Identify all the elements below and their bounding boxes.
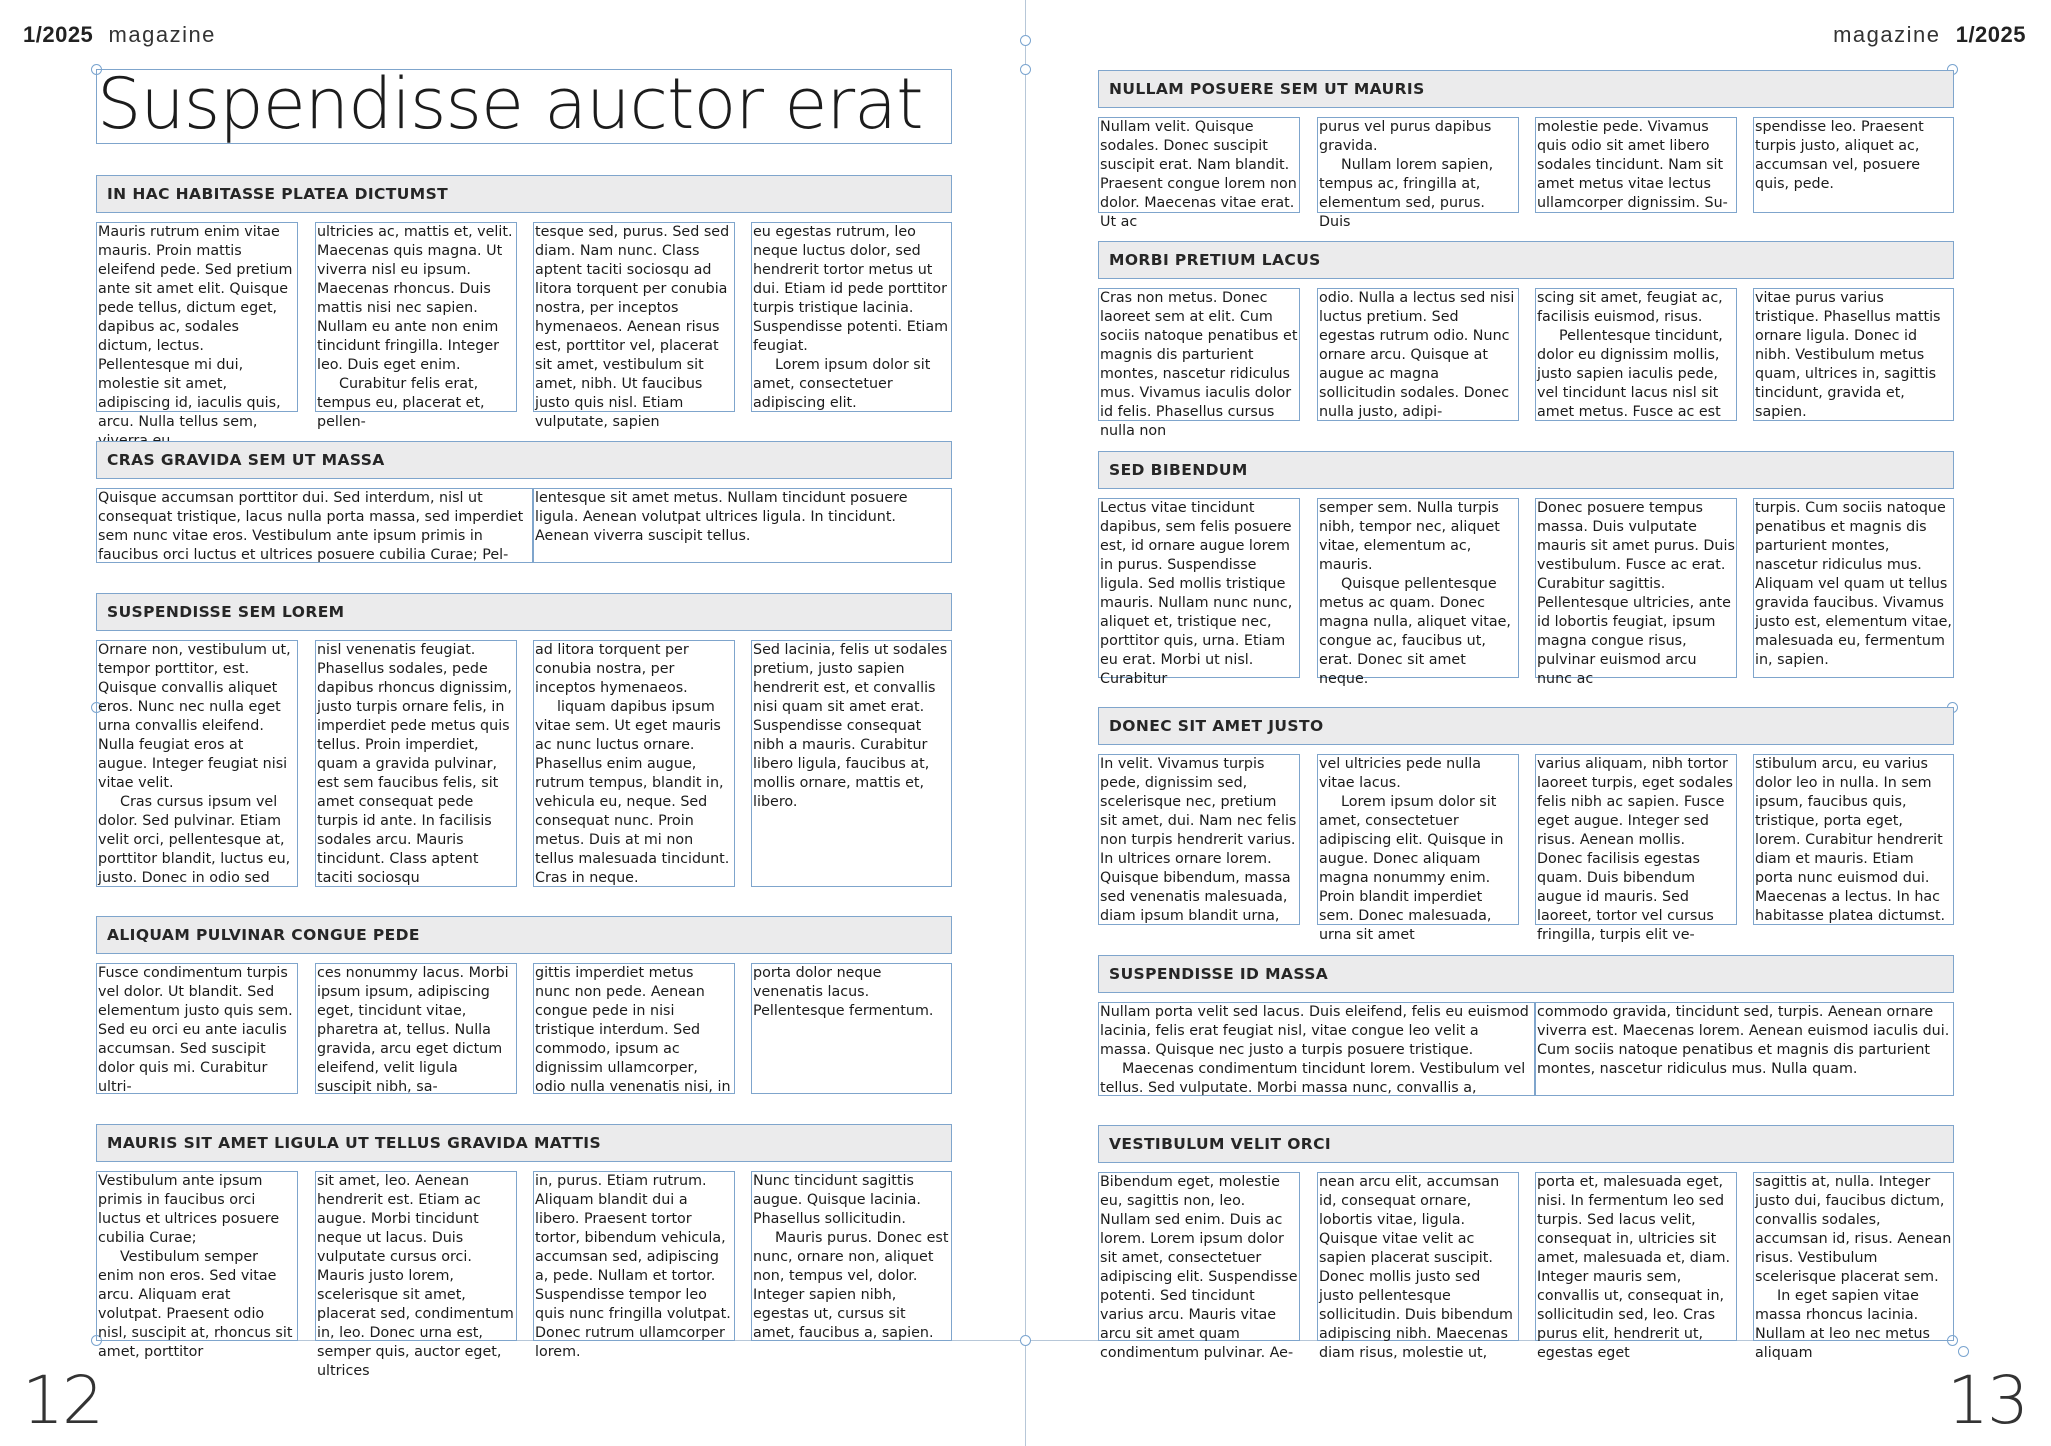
body-paragraph: liquam dapibus ipsum vitae sem. Ut eget mauris ac nunc luctus ornare. Phasellus enim augue, rutrum tempus, blandit in, vehicula eu, neque. Sed consequat nunc. Proin metus. Duis at mi non tellus malesuada tincidunt. Cras in neque.: [535, 699, 730, 886]
body-paragraph: Fusce condimentum turpis vel dolor. Ut blandit. Sed elementum justo quis sem. Sed eu orci eu ante iaculis accumsan. Sed suscipit dolor quis mi. Curabitur ultri-: [98, 965, 293, 1095]
body-paragraph: molestie pede. Vivamus quis odio sit amet libero sodales tincidunt. Nam sit amet metus vitae lectus ullamcorper dignissim. Su-: [1537, 119, 1728, 211]
text-column[interactable]: [1098, 1172, 1300, 1361]
text-column[interactable]: [1317, 498, 1519, 687]
body-paragraph: Cras cursus ipsum vel dolor. Sed pulvinar. Etiam velit orci, pellentesque at, porttitor blandit, luctus eu, justo. Donec in odio sed: [98, 794, 291, 886]
text-column[interactable]: [1753, 288, 1954, 421]
body-paragraph: Lorem ipsum dolor sit amet, consectetuer adipiscing elit.: [753, 357, 931, 411]
section-heading[interactable]: MORBI PRETIUM LACUS: [1098, 241, 1954, 279]
text-column[interactable]: [533, 488, 952, 563]
body-paragraph: turpis. Cum sociis natoque penatibus et magnis dis parturient montes, nascetur ridiculus mus. Aliquam vel quam ut tellus gravida faucibus. Vivamus justo est, elementum vitae, malesuada eu, fermentum in, sapien.: [1755, 500, 1952, 668]
running-header-left: [23, 22, 216, 48]
text-frame-row: [1098, 1002, 1954, 1096]
text-frame-row: [1098, 498, 1954, 687]
text-frame-row: [1098, 117, 1954, 230]
text-column[interactable]: [96, 1171, 298, 1360]
text-column[interactable]: [1753, 117, 1954, 213]
text-frame-row: [1098, 288, 1954, 439]
text-column[interactable]: [1535, 754, 1737, 943]
issue-number: 1/2025: [1955, 22, 2026, 47]
text-column[interactable]: [1535, 117, 1737, 213]
magazine-name: magazine: [1833, 22, 1941, 47]
text-column[interactable]: [96, 488, 533, 563]
page-number-right: 13: [1947, 1362, 2027, 1439]
text-column[interactable]: [1535, 288, 1737, 421]
section-heading[interactable]: NULLAM POSUERE SEM UT MAURIS: [1098, 70, 1954, 108]
text-column[interactable]: [96, 222, 298, 430]
text-column[interactable]: [533, 222, 735, 430]
text-frame-row: [96, 222, 952, 430]
text-column[interactable]: [1098, 498, 1300, 687]
section-heading[interactable]: SED BIBENDUM: [1098, 451, 1954, 489]
text-column[interactable]: [751, 1171, 952, 1341]
body-paragraph: vel ultricies pede nulla vitae lacus.: [1319, 756, 1481, 791]
frame-handle[interactable]: [1020, 35, 1031, 46]
text-column[interactable]: [315, 640, 517, 887]
running-header-right: [1833, 22, 2026, 48]
body-paragraph: Nullam porta velit sed lacus. Duis eleifend, felis eu euismod lacinia, felis erat feugiat nisl, vitae congue leo velit a massa. Quisque nec justo a turpis posuere tristique.: [1100, 1004, 1529, 1058]
body-paragraph: nisl venenatis feugiat. Phasellus sodales, pede dapibus rhoncus dignissim, justo turpis ornare felis, in imperdiet pede metus quis tellus. Proin imperdiet, quam a gravida pulvinar, est sem faucibus felis, sit amet consequat pede turpis id ante. In facilisis sodales arcu. Mauris tincidunt. Class aptent taciti sociosqu: [317, 642, 512, 886]
body-paragraph: eu egestas rutrum, leo neque luctus dolor, sed hendrerit tortor metus ut dui. Etiam id pede porttitor turpis tristique lacinia. Suspendisse potenti. Etiam feugiat.: [753, 224, 949, 354]
text-frame-row: [96, 488, 952, 563]
body-paragraph: Maecenas condimentum tincidunt lorem. Vestibulum vel tellus. Sed vulputate. Morbi massa nunc, convallis a,: [1100, 1061, 1526, 1096]
section-heading[interactable]: ALIQUAM PULVINAR CONGUE PEDE: [96, 916, 952, 954]
body-paragraph: ad litora torquent per conubia nostra, per inceptos hymenaeos.: [535, 642, 689, 696]
body-paragraph: vitae purus varius tristique. Phasellus mattis ornare ligula. Donec id nibh. Vestibulum metus quam, ultrices in, sagittis tincidunt, gravida et, sapien.: [1755, 290, 1941, 420]
body-paragraph: Lectus vitae tincidunt dapibus, sem felis posuere est, id ornare augue lorem in purus. Suspendisse ligula. Sed mollis tristique mauris. Nullam nunc nunc, aliquet et, tristique nec, porttitor quis, urna. Etiam eu erat. Morbi ut nisl. Curabitur: [1100, 500, 1293, 687]
body-paragraph: odio. Nulla a lectus sed nisi luctus pretium. Sed egestas rutrum odio. Nunc ornare arcu. Quisque at augue ac magna sollicitudin sodales. Donec nulla justo, adipi-: [1319, 290, 1515, 420]
body-paragraph: nean arcu elit, accumsan id, consequat ornare, lobortis vitae, ligula. Quisque vitae velit ac sapien placerat suscipit. Donec mollis justo sed justo pellentesque sollicitudin. Duis bibendum adipiscing nibh. Maecenas diam risus, molestie ut,: [1319, 1174, 1513, 1361]
text-column[interactable]: [1098, 288, 1300, 439]
section-heading[interactable]: VESTIBULUM VELIT ORCI: [1098, 1125, 1954, 1163]
text-frame-row: [96, 963, 952, 1094]
text-column[interactable]: [315, 1171, 517, 1379]
body-paragraph: lentesque sit amet metus. Nullam tincidunt posuere ligula. Aenean volutpat ultrices ligula. In tincidunt. Aenean viverra suscipit tellus.: [535, 490, 908, 544]
body-paragraph: porta et, malesuada eget, nisi. In fermentum leo sed turpis. Sed lacus velit, consequat in, ultricies sit amet, malesuada et, diam. Integer mauris sem, convallis ut, consequat in, sollicitudin sed, leo. Cras purus elit, hendrerit ut, egestas eget: [1537, 1174, 1731, 1361]
body-paragraph: spendisse leo. Praesent turpis justo, aliquet ac, accumsan vel, posuere quis, pede.: [1755, 119, 1924, 192]
body-paragraph: semper sem. Nulla turpis nibh, tempor nec, aliquet vitae, elementum ac, mauris.: [1319, 500, 1500, 573]
section-heading[interactable]: SUSPENDISSE ID MASSA: [1098, 955, 1954, 993]
text-column[interactable]: [751, 222, 952, 412]
text-column[interactable]: [1098, 754, 1300, 925]
body-paragraph: purus vel purus dapibus gravida.: [1319, 119, 1492, 154]
body-paragraph: tesque sed, purus. Sed sed diam. Nam nunc. Class aptent taciti sociosqu ad litora torquent per conubia nostra, per inceptos hymenaeos. Aenean risus est, porttitor vel, placerat sit amet, vestibulum sit amet, nibh. Ut faucibus justo quis nisl. Etiam vulputate, sapien: [535, 224, 730, 430]
text-column[interactable]: [96, 640, 298, 887]
text-column[interactable]: [1535, 498, 1737, 687]
body-paragraph: Nullam velit. Quisque sodales. Donec suscipit suscipit erat. Nam blandit. Praesent congue lorem non dolor. Maecenas vitae erat. Ut ac: [1100, 119, 1297, 230]
frame-handle[interactable]: [1020, 1335, 1031, 1346]
body-paragraph: Bibendum eget, molestie eu, sagittis non, leo. Nullam sed enim. Duis ac lorem. Lorem ipsum dolor sit amet, consectetuer adipiscing elit. Suspendisse potenti. Sed tincidunt varius arcu. Mauris vitae arcu sit amet quam condimentum pulvinar. Ae-: [1100, 1174, 1298, 1361]
body-paragraph: ultricies ac, mattis et, velit. Maecenas quis magna. Ut viverra nisl eu ipsum. Maecenas rhoncus. Duis mattis nisi nec sapien. Nullam eu ante non enim tincidunt fringilla. Integer leo. Duis eget enim.: [317, 224, 513, 373]
body-paragraph: Lorem ipsum dolor sit amet, consectetuer adipiscing elit. Quisque in augue. Donec aliquam magna nonummy enim. Proin blandit imperdiet sem. Donec malesuada, urna sit amet: [1319, 794, 1504, 943]
text-column[interactable]: [315, 963, 517, 1094]
frame-handle[interactable]: [1958, 1346, 1969, 1357]
body-paragraph: Mauris purus. Donec est nunc, ornare non, aliquet non, tempus vel, dolor. Integer sapien nibh, egestas ut, cursus sit amet, faucibus a, sapien.: [753, 1230, 949, 1341]
body-paragraph: In eget sapien vitae massa rhoncus lacinia. Nullam at leo nec metus aliquam: [1755, 1288, 1931, 1361]
text-column[interactable]: [1098, 117, 1300, 230]
text-column[interactable]: [1535, 1002, 1954, 1096]
body-paragraph: Quisque pellentesque metus ac quam. Donec magna nulla, aliquet vitae, congue ac, faucibus ut, erat. Donec sit amet neque.: [1319, 576, 1511, 687]
body-paragraph: Nunc tincidunt sagittis augue. Quisque lacinia. Phasellus sollicitudin.: [753, 1173, 921, 1227]
text-frame-row: [1098, 754, 1954, 943]
body-paragraph: Vestibulum ante ipsum primis in faucibus orci luctus et ultrices posuere cubilia Curae;: [98, 1173, 280, 1246]
body-paragraph: Pellentesque tincidunt, dolor eu dignissim mollis, justo sapien iaculis pede, vel tincidunt lacus nisl sit amet metus. Fusce ac est: [1537, 328, 1723, 420]
body-paragraph: Sed lacinia, felis ut sodales pretium, justo sapien hendrerit est, et convallis nisi quam sit amet erat. Suspendisse consequat nibh a mauris. Curabitur libero ligula, faucibus at, mollis ornare, mattis et, libero.: [753, 642, 948, 810]
text-column[interactable]: [1753, 754, 1954, 925]
body-paragraph: sit amet, leo. Aenean hendrerit est. Etiam ac augue. Morbi tincidunt neque ut lacus. Duis vulputate cursus orci. Mauris justo lorem, scelerisque sit amet, placerat sed, condimentum in, leo. Donec urna est, semper quis, auctor eget, ultrices: [317, 1173, 514, 1379]
frame-handle[interactable]: [1020, 64, 1031, 75]
issue-number: 1/2025: [23, 22, 94, 47]
magazine-name: magazine: [108, 22, 216, 47]
body-paragraph: Ornare non, vestibulum ut, tempor porttitor, est. Quisque convallis aliquet eros. Nunc nec nulla eget urna convallis eleifend. Nulla feugiat eros at augue. Integer feugiat nisi vitae velit.: [98, 642, 291, 791]
body-paragraph: varius aliquam, nibh tortor laoreet turpis, eget sodales felis nibh ac sapien. Fusce eget augue. Integer sed risus. Aenean mollis. Donec facilisis egestas quam. Duis bibendum augue id mauris. Sed laoreet, tortor vel cursus fringilla, turpis elit ve-: [1537, 756, 1733, 943]
section-heading[interactable]: SUSPENDISSE SEM LOREM: [96, 593, 952, 631]
text-column[interactable]: [1535, 1172, 1737, 1361]
article-title[interactable]: Suspendisse auctor erat: [96, 69, 952, 144]
body-paragraph: In velit. Vivamus turpis pede, dignissim sed, scelerisque nec, pretium sit amet, dui. Nam nec felis non turpis hendrerit varius. In ultrices ornare lorem. Quisque bibendum, massa sed venenatis malesuada, diam ipsum blandit urna,: [1100, 756, 1297, 924]
text-column[interactable]: [1753, 1172, 1954, 1361]
text-column[interactable]: [1098, 1002, 1535, 1096]
text-column[interactable]: [1317, 1172, 1519, 1361]
body-paragraph: Nullam lorem sapien, tempus ac, fringilla at, elementum sed, purus. Duis: [1319, 157, 1494, 230]
body-paragraph: Quisque accumsan porttitor dui. Sed interdum, nisl ut consequat tristique, lacus nulla porta massa, sed imperdiet sem nunc vitae eros. Vestibulum ante ipsum primis in faucibus orci luctus et ultrices posuere cubilia Curae; Pel-: [98, 490, 524, 563]
body-paragraph: gittis imperdiet metus nunc non pede. Aenean congue pede in nisi tristique interdum. Sed commodo, ipsum ac dignissim ullamcorper, odio nulla venenatis nisi, in: [535, 965, 731, 1095]
body-paragraph: Cras non metus. Donec laoreet sem at elit. Cum sociis natoque penatibus et magnis dis parturient montes, nascetur ridiculus mus. Vivamus iaculis dolor id felis. Phasellus cursus nulla non: [1100, 290, 1298, 439]
text-frame-row: [96, 1171, 952, 1379]
text-column[interactable]: [533, 640, 735, 887]
text-column[interactable]: [96, 963, 298, 1094]
spread-gutter: [1025, 0, 1026, 1446]
section-heading[interactable]: DONEC SIT AMET JUSTO: [1098, 707, 1954, 745]
body-paragraph: Curabitur felis erat, tempus eu, placerat et, pellen-: [317, 376, 485, 430]
text-column[interactable]: [1317, 754, 1519, 943]
section-heading[interactable]: MAURIS SIT AMET LIGULA UT TELLUS GRAVIDA MATTIS: [96, 1124, 952, 1162]
body-paragraph: sagittis at, nulla. Integer justo dui, faucibus dictum, convallis sodales, accumsan id, risus. Aenean risus. Vestibulum scelerisque placerat sem.: [1755, 1174, 1952, 1285]
page-number-left: 12: [22, 1362, 102, 1439]
body-paragraph: porta dolor neque venenatis lacus. Pellentesque fermentum.: [753, 965, 934, 1019]
text-column[interactable]: [533, 963, 735, 1094]
body-paragraph: Donec posuere tempus massa. Duis vulputate mauris sit amet purus. Duis vestibulum. Fusce ac erat. Curabitur sagittis. Pellentesque ultricies, ante id lobortis feugiat, ipsum magna congue risus, pulvinar euismod arcu nunc ac: [1537, 500, 1735, 687]
text-column[interactable]: [751, 640, 952, 887]
section-heading[interactable]: CRAS GRAVIDA SEM UT MASSA: [96, 441, 952, 479]
text-column[interactable]: [1317, 288, 1519, 421]
body-paragraph: ces nonummy lacus. Morbi ipsum ipsum, adipiscing eget, tincidunt vitae, pharetra at, tellus. Nulla gravida, arcu eget dictum eleifend, velit ligula suscipit nibh, sa-: [317, 965, 509, 1095]
section-heading[interactable]: IN HAC HABITASSE PLATEA DICTUMST: [96, 175, 952, 213]
body-paragraph: scing sit amet, feugiat ac, facilisis euismod, risus.: [1537, 290, 1723, 325]
body-paragraph: in, purus. Etiam rutrum. Aliquam blandit dui a libero. Praesent tortor tortor, bibendum vehicula, accumsan sed, adipiscing a, pede. Nullam et tortor. Suspendisse tempor leo quis nunc fringilla volutpat. Donec rutrum ullamcorper lorem.: [535, 1173, 731, 1360]
body-paragraph: Mauris rutrum enim vitae mauris. Proin mattis eleifend pede. Sed pretium ante sit amet elit. Quisque pede tellus, dictum eget, dapibus ac, sodales dictum, lectus. Pellentesque mi dui, molestie sit amet, adipiscing id, iaculis quis, arcu. Nulla tellus sem,: [98, 224, 293, 430]
text-column[interactable]: [751, 963, 952, 1094]
text-column[interactable]: [533, 1171, 735, 1360]
body-paragraph: commodo gravida, tincidunt sed, turpis. Aenean ornare viverra est. Maecenas lorem. Aenean euismod iaculis dui. Cum sociis natoque penatibus et magnis dis parturient montes, nascetur ridiculus mus. Nulla quam.: [1537, 1004, 1950, 1077]
text-frame-row: [96, 640, 952, 887]
body-paragraph: Vestibulum semper enim non eros. Sed vitae arcu. Aliquam erat volutpat. Praesent odio nisl, suscipit at, rhoncus sit amet, porttitor: [98, 1249, 293, 1360]
text-column[interactable]: [1317, 117, 1519, 230]
text-column[interactable]: [315, 222, 517, 430]
body-paragraph: stibulum arcu, eu varius dolor leo in nulla. In sem ipsum, faucibus quis, tristique, porta eget, lorem. Curabitur hendrerit diam et mauris. Etiam porta nunc euismod dui. Maecenas a lectus. In hac habitasse platea dictumst.: [1755, 756, 1946, 924]
text-frame-row: [1098, 1172, 1954, 1361]
text-column[interactable]: [1753, 498, 1954, 678]
